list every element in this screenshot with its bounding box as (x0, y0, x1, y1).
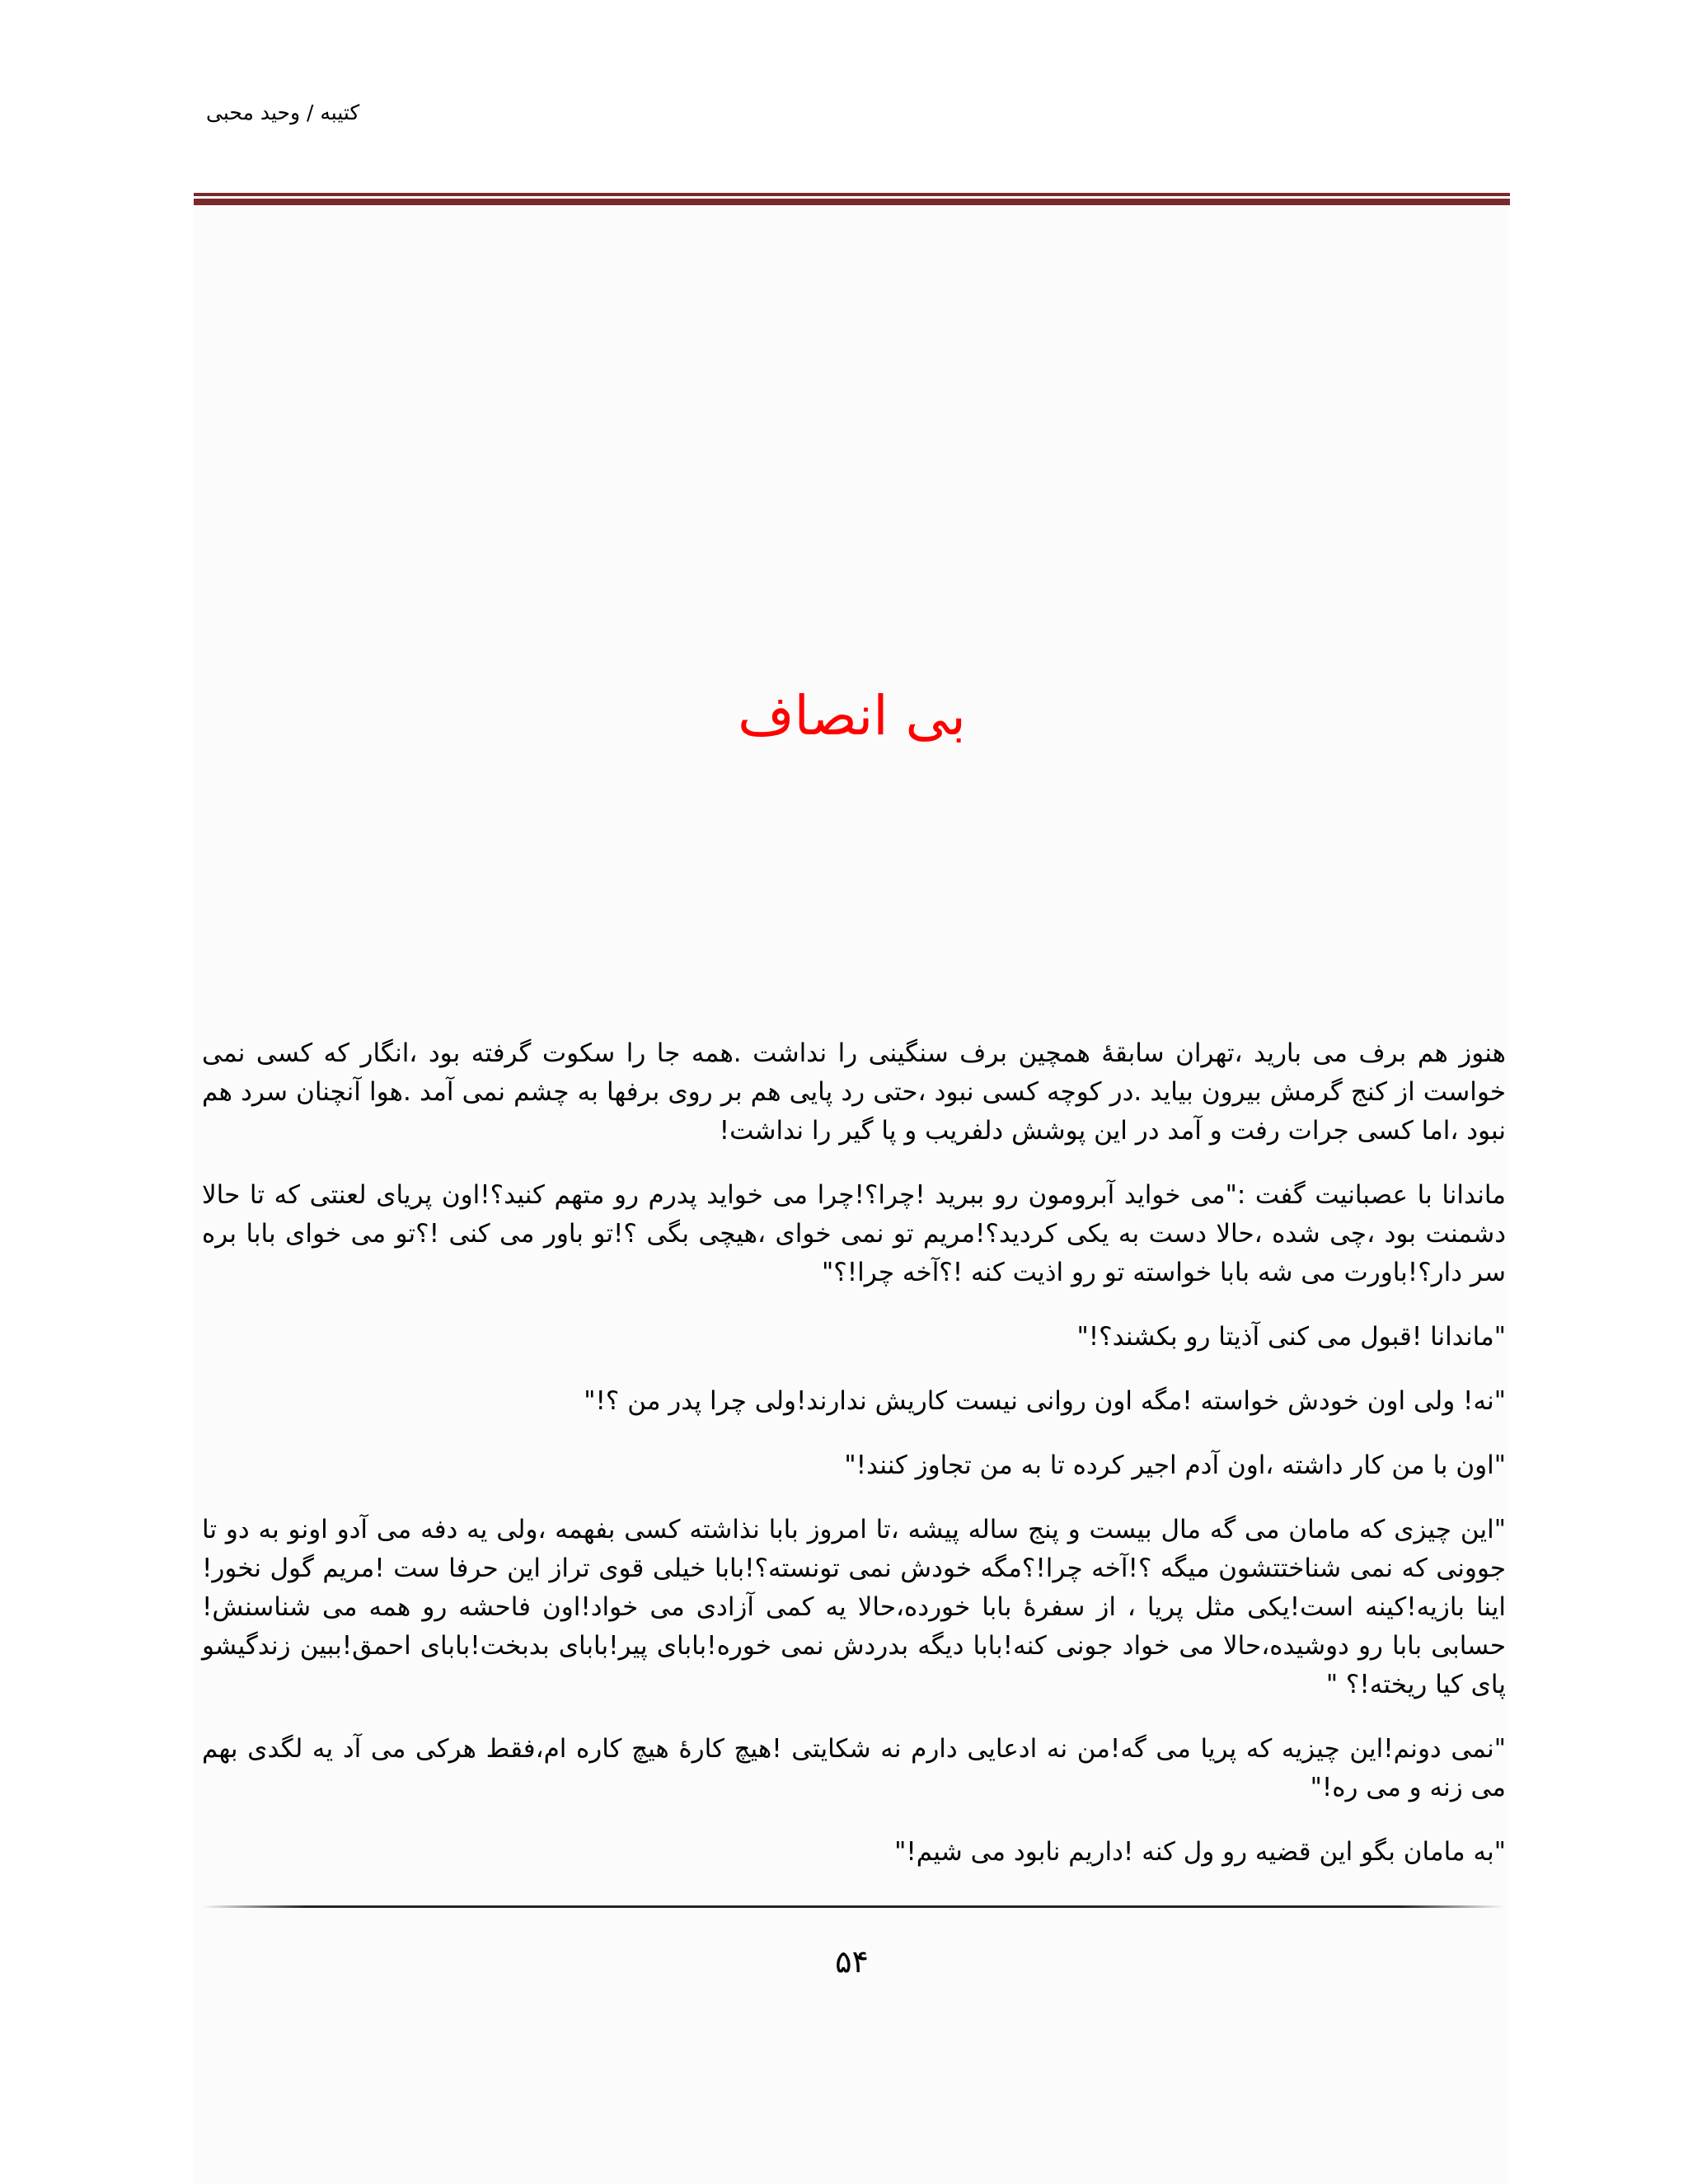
body-text (202, 1034, 1506, 1897)
paragraph: "نه! ولی اون خودش خواسته !مگه اون روانی نیست کاریش ندارند!ولی چرا پدر من ؟!" (584, 1386, 1506, 1416)
paragraph: ماندانا با عصبانیت گفت :"می خواید آبرومون رو ببرید !چرا؟!چرا می خواید پدرم رو متهم کنید؟!اون پریای لعنتی که تا حالا دشمنت بود ،چی شده ،حالا دست به یکی کردید؟!مریم تو نمی خوای ،هیچی بگی ؟!تو باور می کنی !؟تو می خوای بابا بره سر دار؟!باورت می شه بابا خواسته تو رو اذیت کنه !؟آخه چرا!؟" (202, 1180, 1506, 1287)
running-header: کتیبه / وحید محبی (206, 101, 360, 124)
page-number: ۵۴ (835, 1943, 869, 1980)
paragraph: "ماندانا !قبول می کنی آذیتا رو بکشند؟!" (1076, 1322, 1506, 1352)
footer-rule (202, 1905, 1504, 1908)
paragraph: هنوز هم برف می بارید ،تهران سابقۀ همچین برف سنگینی را نداشت .همه جا را سکوت گرفته بود ،انگار که کسی نمی خواست از کنج گرمش بیرون بیاید .در کوچه کسی نبود ،حتی رد پایی هم بر روی برفها به چشم نمی آمد .هوا آنچنان سرد هم نبود ،اما کسی جرات رفت و آمد در این پوشش دلفریب و پا گیر را نداشت! (202, 1038, 1506, 1146)
header-rule-thick (194, 199, 1510, 205)
paragraph: "به مامان بگو این قضیه رو ول کنه !داریم نابود می شیم!" (894, 1837, 1506, 1867)
paragraph: "این چیزی که مامان می گه مال بیست و پنج ساله پیشه ،تا امروز بابا نذاشته کسی بفهمه ،ولی یه دفه می آدو اونو به دو تا جوونی که نمی شناختتشون میگه ؟!آخه چرا!؟مگه خودش نمی تونسته؟!بابا خیلی قوی تراز این حرفا ست !مریم گول نخور!اینا بازیه!کینه است!یکی مثل پریا ، از سفرۀ بابا خورده،حالا یه کمی آزادی می خواد!اون فاحشه رو همه می شناسنش!حسابی بابا رو دوشیده،حالا می خواد جونی کنه!بابا دیگه بدردش نمی خوره!بابای پیر!بابای بدبخت!بابای احمق!ببین زندگیشو پای کیا ریخته!؟ " (202, 1515, 1506, 1699)
header-rule (194, 193, 1510, 205)
chapter-title: بی انصاف (738, 684, 966, 748)
paragraph: "اون با من کار داشته ،اون آدم اجیر کرده تا به من تجاوز کنند!" (844, 1451, 1506, 1480)
paragraph: "نمی دونم!این چیزیه که پریا می گه!من نه ادعایی دارم نه شکایتی !هیچ کارۀ هیچ کاره ام،فقط هرکی می آد یه لگدی بهم می زنه و می ره!" (202, 1734, 1506, 1802)
